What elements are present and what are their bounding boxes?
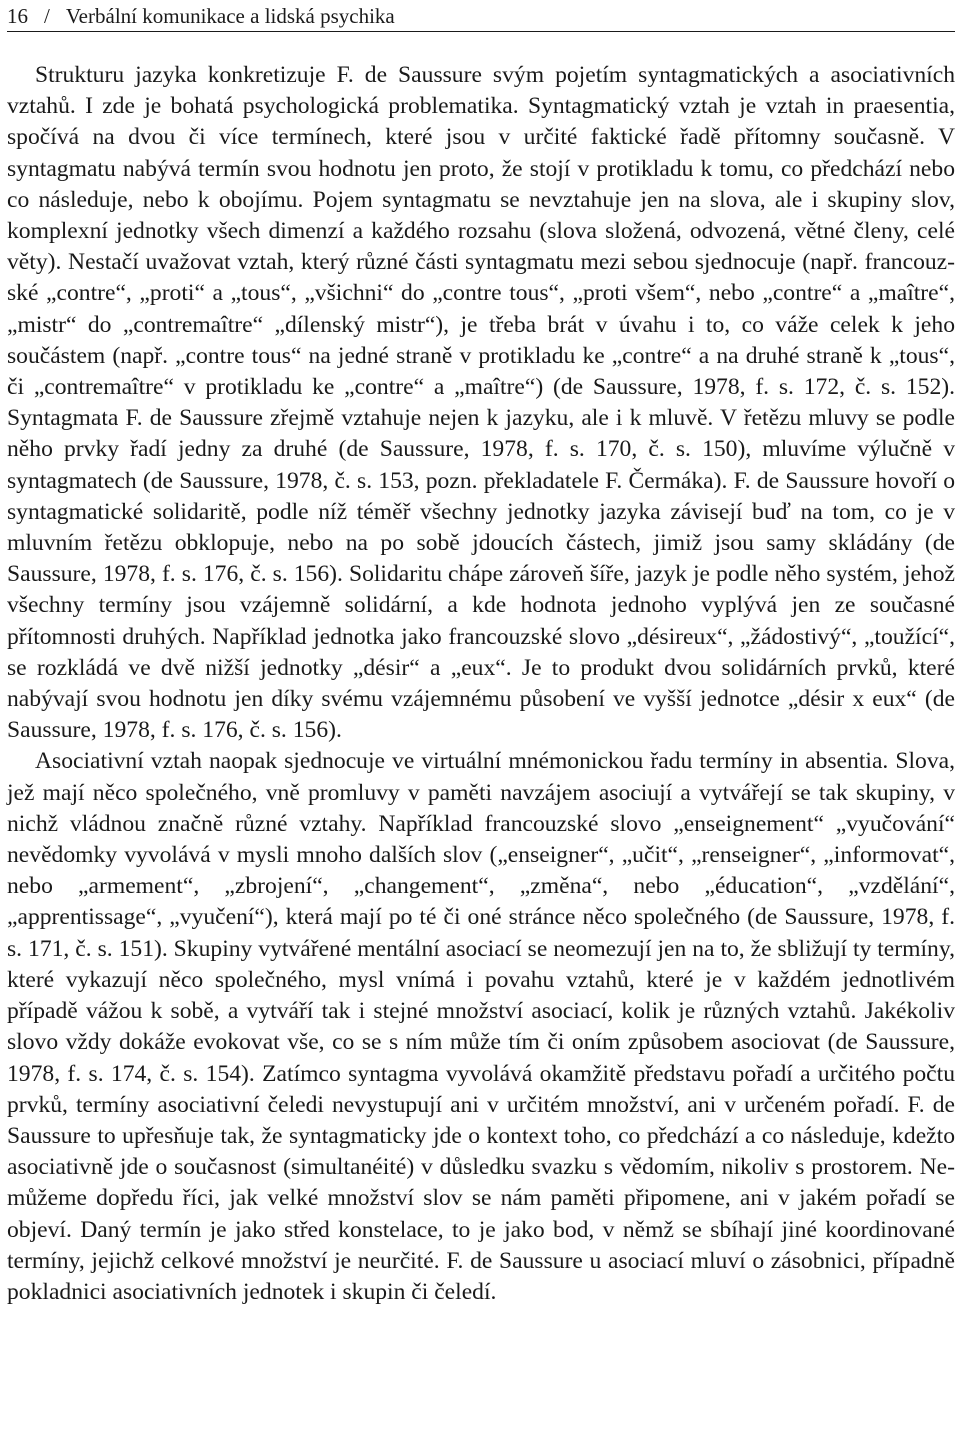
body-text	[7, 60, 955, 1308]
header-separator: /	[44, 4, 50, 28]
running-title: Verbální komunikace a lidská psychika	[65, 4, 395, 28]
running-header	[7, 0, 955, 32]
paragraph-associative: Asociativní vztah naopak sjednocuje ve virtuální mnémonickou řadu termíny in absentia. Slova, jež mají něco společného, vně promluvy v paměti navzájem asociují a vytvářejí se tak skupiny, v nichž vládnou značně různé vztahy. Například francouzské slovo „enseignement“ „vyučování“ nevědomky vyvolává v mysli mnoho dalších slov („enseigner“, „učit“, „renseigner“, „informovat“, nebo „armement“, „zbrojení“, „changement“, „změna“, nebo „éducation“, „vzdělání“, „apprentissage“, „vyučení“), která mají po té či oné stránce něco společného (de Saussure, 1978, f. s. 171, č. s. 151). Skupiny vytvářené mentální asociací se neomezují jen na to, že sbližují ty termíny, které vykazují něco společného, mysl vnímá i povahu vztahů, které je v každém jednotlivém případě vážou k sobě, a vytváří tak i stejné množství asociací, kolik je různých vztahů. Jakékoliv slovo vždy dokáže evokovat vše, co se s ním může tím či oním způsobem asociovat (de Saussure, 1978, f. s. 174, č. s. 154). Zatímco syntagma vyvolává okamžitě představu pořadí a určitého počtu prvků, termíny asociativní čeledi nevystupují ani v určitém množství, ani v určeném pořadí. F. de Saussure to upřesňuje tak, že syntagmaticky jde o kontext toho, co předchází a co následuje, kdežto asociativně jde o současnost (simultanéité) v důsledku svazku s vědomím, nikoliv s prostorem. Nemůžeme dopředu říci, jak velké množství slov se nám paměti připomene, ani v jakém pořadí se objeví. Daný termín je jako střed konstelace, to je jako bod, v němž se sbíhají jiné koordinované termíny, jejichž celkové množství je neurčité. F. de Saussure u asociací mluví o zásobnici, případně pokladnici asociativních jednotek i skupin či čeledí.	[7, 748, 955, 1305]
paragraph-syntagmatic: Strukturu jazyka konkretizuje F. de Saussure svým pojetím syntagmatických a asociativních vztahů. I zde je bohatá psychologická problematika. Syntagmatický vztah je vztah in praesentia, spočívá na dvou či více termínech, které jsou v určité faktické řadě přítomny současně. V syntagmatu nabývá termín svou hodnotu jen proto, že stojí v protikladu k tomu, co předchází nebo co následuje, nebo k obojímu. Pojem syntagmatu se nevztahuje jen na slova, ale i skupiny slov, komplexní jednotky všech dimenzí a každého rozsahu (slova složená, odvozená, větné členy, celé věty). Nestačí uvažovat vztah, který různé části syntagmatu mezi sebou sjednocuje (např. francouzské „contre“, „proti“ a „tous“, „všichni“ do „contre tous“, „proti všem“, nebo „contre“ a „maître“, „mistr“ do „contremaître“ „dílenský mistr“), je třeba brát v úvahu i to, co váže celek k jeho součástem (např. „contre tous“ na jedné straně v protikladu ke „contre“ a na druhé straně k „tous“, či „contremaître“ v protikladu ke „contre“ a „maître“) (de Saussure, 1978, f. s. 172, č. s. 152). Syntagmata F. de Saussure zřejmě vztahuje nejen k jazyku, ale i k mluvě. V řetězu mluvy se podle něho prvky řadí jedny za druhé (de Saussure, 1978, f. s. 170, č. s. 150), mluvíme výlučně v syntagmatech (de Saussure, 1978, č. s. 153, pozn. překladatele F. Čermáka). F. de Saussure hovoří o syntagmatické solidaritě, podle níž téměř všechny jednotky jazyka závisejí buď na tom, co je v mluvním řetězu obklopuje, nebo na po sobě jdoucích částech, jimiž jsou samy skládány (de Saussure, 1978, f. s. 176, č. s. 156). Solidaritu chápe zároveň šíře, jazyk je podle něho systém, jehož všechny termíny jsou vzájemně solidární, a kde hodnota jednoho vyplývá jen ze současné přítomnosti druhých. Například jednotka jako francouzské slovo „désireux“, „žádostivý“, „toužící“, se rozkládá ve dvě nižší jednotky „désir“ a „eux“. Je to produkt dvou solidárních prvků, které nabývají svou hodnotu jen díky svému vzájemnému působení ve vyšší jednotce „désir x eux“ (de Saussure, 1978, f. s. 176, č. s. 156).	[7, 62, 955, 744]
page-number: 16	[7, 4, 28, 28]
